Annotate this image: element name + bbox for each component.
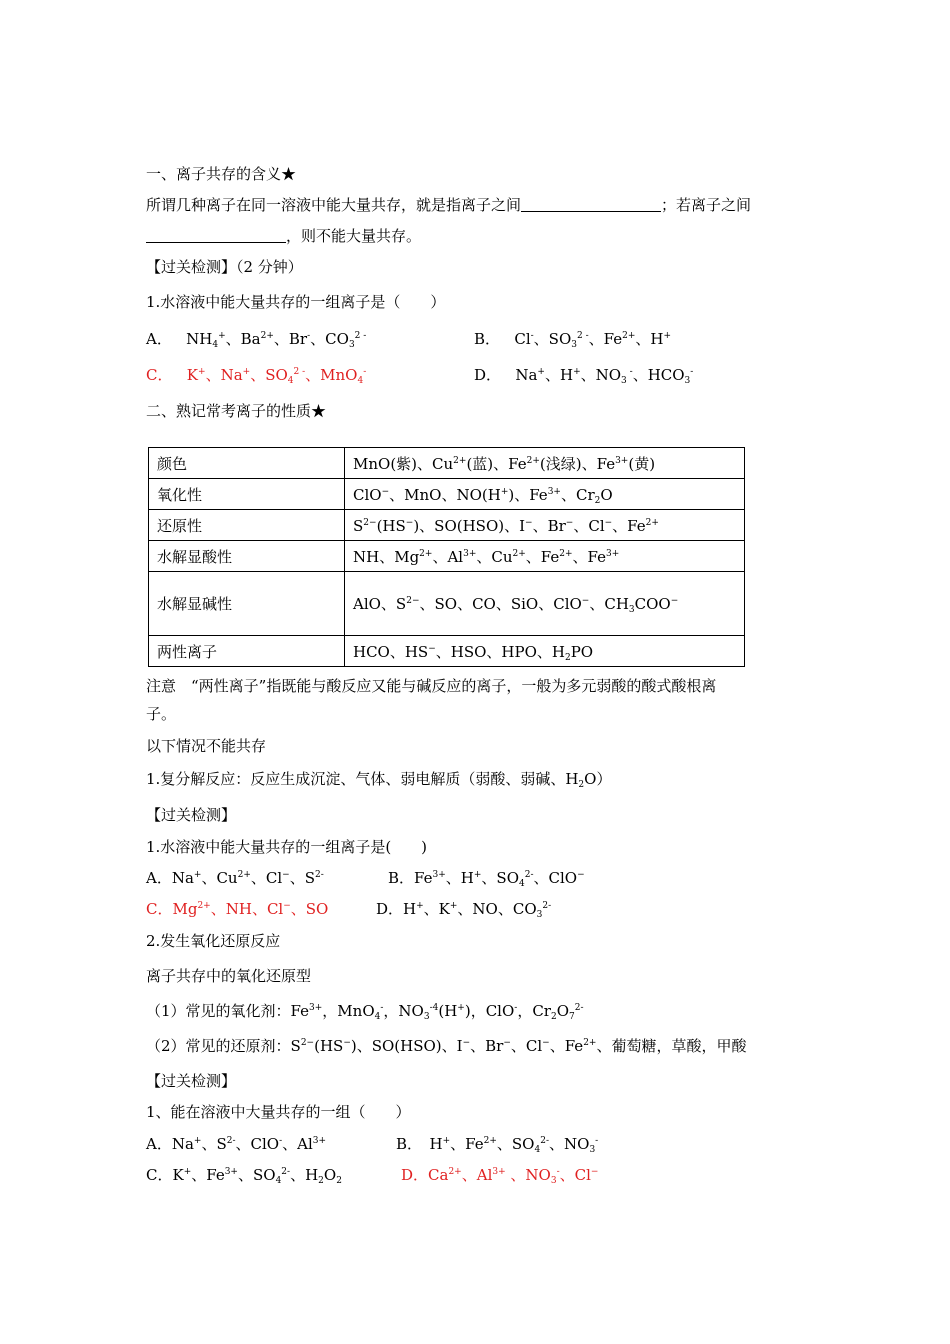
ion-properties-table xyxy=(148,447,745,667)
check-heading-3: 【过关检测】 xyxy=(146,1072,237,1090)
row-value-acidic-hydrolysis: NH、$Mg^{2+}$、$Al^{3+}$、$Cu^{2+}$、$Fe^{2+}$、$Fe^{3+}$ xyxy=(345,541,745,572)
option-b-1: B． Cl-、$SO_3^{2 -}$、$Fe^{2+}$、H+ xyxy=(474,330,672,350)
note-line-1: 注意 “两性离子”指既能与酸反应又能与碱反应的离子，一般为多元弱酸的酸式酸根离 xyxy=(146,677,717,695)
section1-title: 一、离子共存的含义★ xyxy=(146,165,297,183)
option-a-3: A．Na+、$S^{2-}$、ClO-、$Al^{3+}$ xyxy=(146,1135,327,1153)
redox-subtitle: 离子共存中的氧化还原型 xyxy=(146,967,312,985)
oxidizers-line: （1）常见的氧化剂：$Fe^{3+}$，MnO$_4$-，$NO_3^{-4}(H^+)$，ClO-，$Cr_2O_7^{2-}$ xyxy=(146,1002,584,1022)
row-label-reducing: 还原性 xyxy=(149,510,345,541)
check-heading-1: 【过关检测】（2 分钟） xyxy=(146,258,303,276)
reducers-line: （2）常见的还原剂：$S^{2-}(HS^-)$、SO(HSO)、I−、Br−、Cl−、$Fe^{2+}$、葡萄糖，草酸，甲酸 xyxy=(146,1037,747,1055)
definition-line-2: ，则不能大量共存。 xyxy=(146,226,421,246)
fill-blank-2[interactable] xyxy=(146,226,286,243)
option-b-2: B．$Fe^{3+}$、H+、$SO_4^{2-}$、ClO− xyxy=(388,869,585,889)
section2-title: 二、熟记常考离子的性质★ xyxy=(146,402,327,420)
check-heading-2: 【过关检测】 xyxy=(146,806,237,824)
option-d-1: D． Na+、H+、$NO_3$ -、$HCO_3^-$ xyxy=(474,366,694,386)
table-row xyxy=(149,541,745,572)
definition-line-1: 所谓几种离子在同一溶液中能大量共存，就是指离子之间 ；若离子之间 xyxy=(146,196,752,214)
table-row xyxy=(149,572,745,636)
table-row xyxy=(149,448,745,479)
option-b-3: B． H+、$Fe^{2+}$、$SO_4^{2-}$、$NO_3^-$ xyxy=(396,1135,599,1155)
table-row xyxy=(149,510,745,541)
row-value-amphoteric: HCO、HS−、HSO、HPO、$H_2PO$ xyxy=(345,636,745,667)
row-label-basic-hydrolysis: 水解显碱性 xyxy=(149,572,345,636)
fill-blank-1[interactable] xyxy=(521,195,661,212)
option-c-1: C． K+、Na+、$SO_4^{2 -}$、MnO$_4$- xyxy=(146,366,367,386)
row-label-acidic-hydrolysis: 水解显酸性 xyxy=(149,541,345,572)
row-value-basic-hydrolysis: AlO、$S^{2-}$、SO、CO、SiO、ClO−、$CH_3COO^-$ xyxy=(345,572,745,636)
table-row xyxy=(149,636,745,667)
option-d-2: D．H+、K+、NO、$CO_3^{2-}$ xyxy=(376,900,552,920)
row-label-color: 颜色 xyxy=(149,448,345,479)
question-2: 1.水溶液中能大量共存的一组离子是( ) xyxy=(146,838,428,856)
option-d-3: D．$Ca^{2+}$、$Al^{3+}$ 、$NO_3^-$、Cl− xyxy=(401,1166,599,1186)
row-label-oxidizing: 氧化性 xyxy=(149,479,345,510)
option-a-1: A． $NH_4^+$、$Ba^{2+}$、Br-、$CO_3^{2 -}$ xyxy=(146,330,367,350)
double-decomposition-line: 1.复分解反应：反应生成沉淀、气体、弱电解质（弱酸、弱碱、$H_2O$） xyxy=(146,770,612,790)
row-label-amphoteric: 两性离子 xyxy=(149,636,345,667)
option-c-3: C．K+、$Fe^{3+}$、$SO_4^{2-}$、$H_2O_2$ xyxy=(146,1166,342,1186)
row-value-color: MnO(紫)、$Cu^{2+}$(蓝)、$Fe^{2+}$(浅绿)、$Fe^{3+}$(黄) xyxy=(345,448,745,479)
note-line-2: 子。 xyxy=(146,705,177,723)
row-value-oxidizing: ClO−、MnO、NO(H+)、$Fe^{3+}$、$Cr_2O$ xyxy=(345,479,745,510)
row-value-reducing: $S^{2-}(HS^-)$、SO(HSO)、I−、Br−、Cl−、$Fe^{2+}$ xyxy=(345,510,745,541)
question-3: 1、能在溶液中大量共存的一组（ ） xyxy=(146,1103,411,1121)
section-redox-title: 2.发生氧化还原反应 xyxy=(146,932,281,950)
option-a-2: A．Na+、$Cu^{2+}$、Cl−、$S^{2-}$ xyxy=(146,869,324,887)
cannot-coexist-heading: 以下情况不能共存 xyxy=(146,737,267,755)
option-c-2: C．$Mg^{2+}$、NH、Cl−、SO xyxy=(146,900,329,918)
question-1: 1.水溶液中能大量共存的一组离子是（ ） xyxy=(146,293,446,311)
table-row xyxy=(149,479,745,510)
